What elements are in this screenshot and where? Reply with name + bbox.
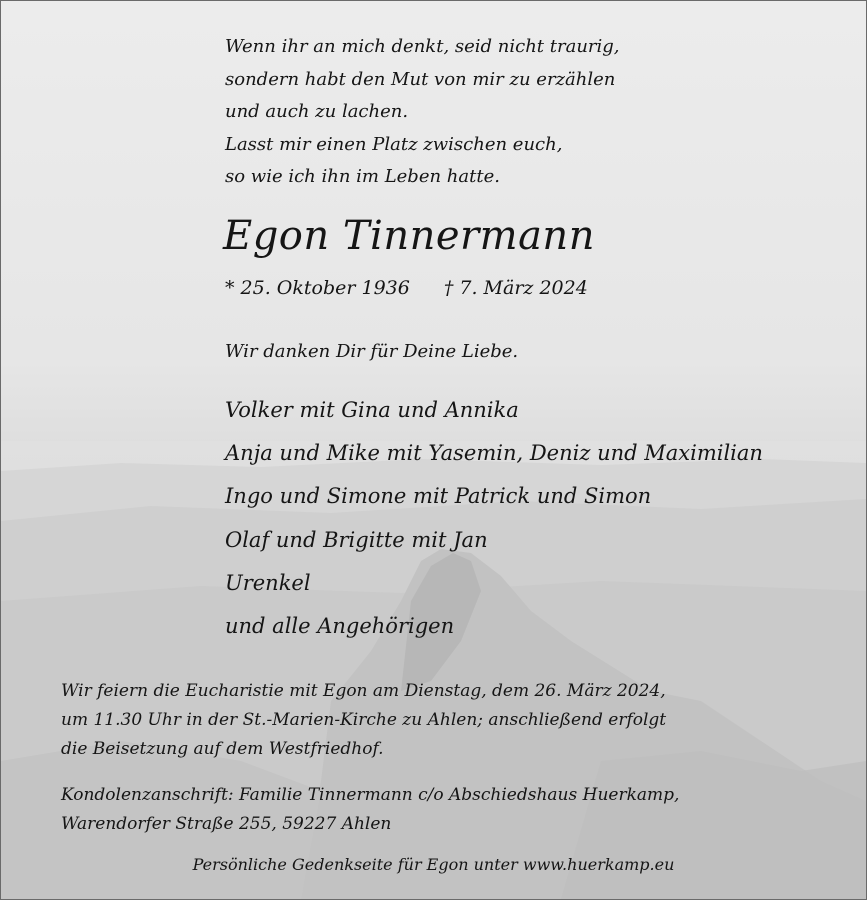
service-line: die Beisetzung auf dem Westfriedhof.	[61, 739, 384, 759]
memorial-page-note: Persönliche Gedenkseite für Egon unter www.huerkamp.eu	[192, 855, 675, 874]
deceased-name: Egon Tinnermann	[223, 213, 595, 259]
birth-date: * 25. Oktober 1936	[225, 277, 410, 299]
poem-line: so wie ich ihn im Leben hatte.	[225, 166, 500, 187]
condolence-line: Warendorfer Straße 255, 59227 Ahlen	[61, 814, 392, 834]
service-line: um 11.30 Uhr in der St.-Marien-Kirche zu Ahlen; anschließend erfolgt	[61, 710, 667, 730]
poem	[225, 31, 620, 194]
poem-line: Lasst mir einen Platz zwischen euch,	[225, 133, 563, 155]
death-date: † 7. März 2024	[443, 277, 588, 299]
poem-line: und auch zu lachen.	[225, 101, 409, 122]
thanks-text: Wir danken Dir für Deine Liebe.	[225, 341, 519, 362]
family-line: Ingo und Simone mit Patrick und Simon	[225, 484, 652, 509]
service-line: Wir feiern die Eucharistie mit Egon am Dienstag, dem 26. März 2024,	[61, 681, 666, 701]
poem-line: Wenn ihr an mich denkt, seid nicht traurig,	[225, 36, 620, 57]
condolence-line: Kondolenzanschrift: Familie Tinnermann c/o Abschiedshaus Huerkamp,	[61, 785, 680, 805]
poem-line: sondern habt den Mut von mir zu erzählen	[225, 68, 616, 90]
family-list	[225, 389, 763, 648]
family-line: Volker mit Gina und Annika	[225, 398, 519, 422]
family-line: Urenkel	[225, 570, 311, 595]
service-info	[61, 677, 815, 764]
family-line: und alle Angehörigen	[225, 613, 455, 638]
family-line: Anja und Mike mit Yasemin, Deniz und Maximilian	[225, 441, 763, 466]
life-dates	[225, 277, 588, 299]
condolence-address	[61, 781, 815, 839]
family-line: Olaf und Brigitte mit Jan	[225, 527, 488, 552]
